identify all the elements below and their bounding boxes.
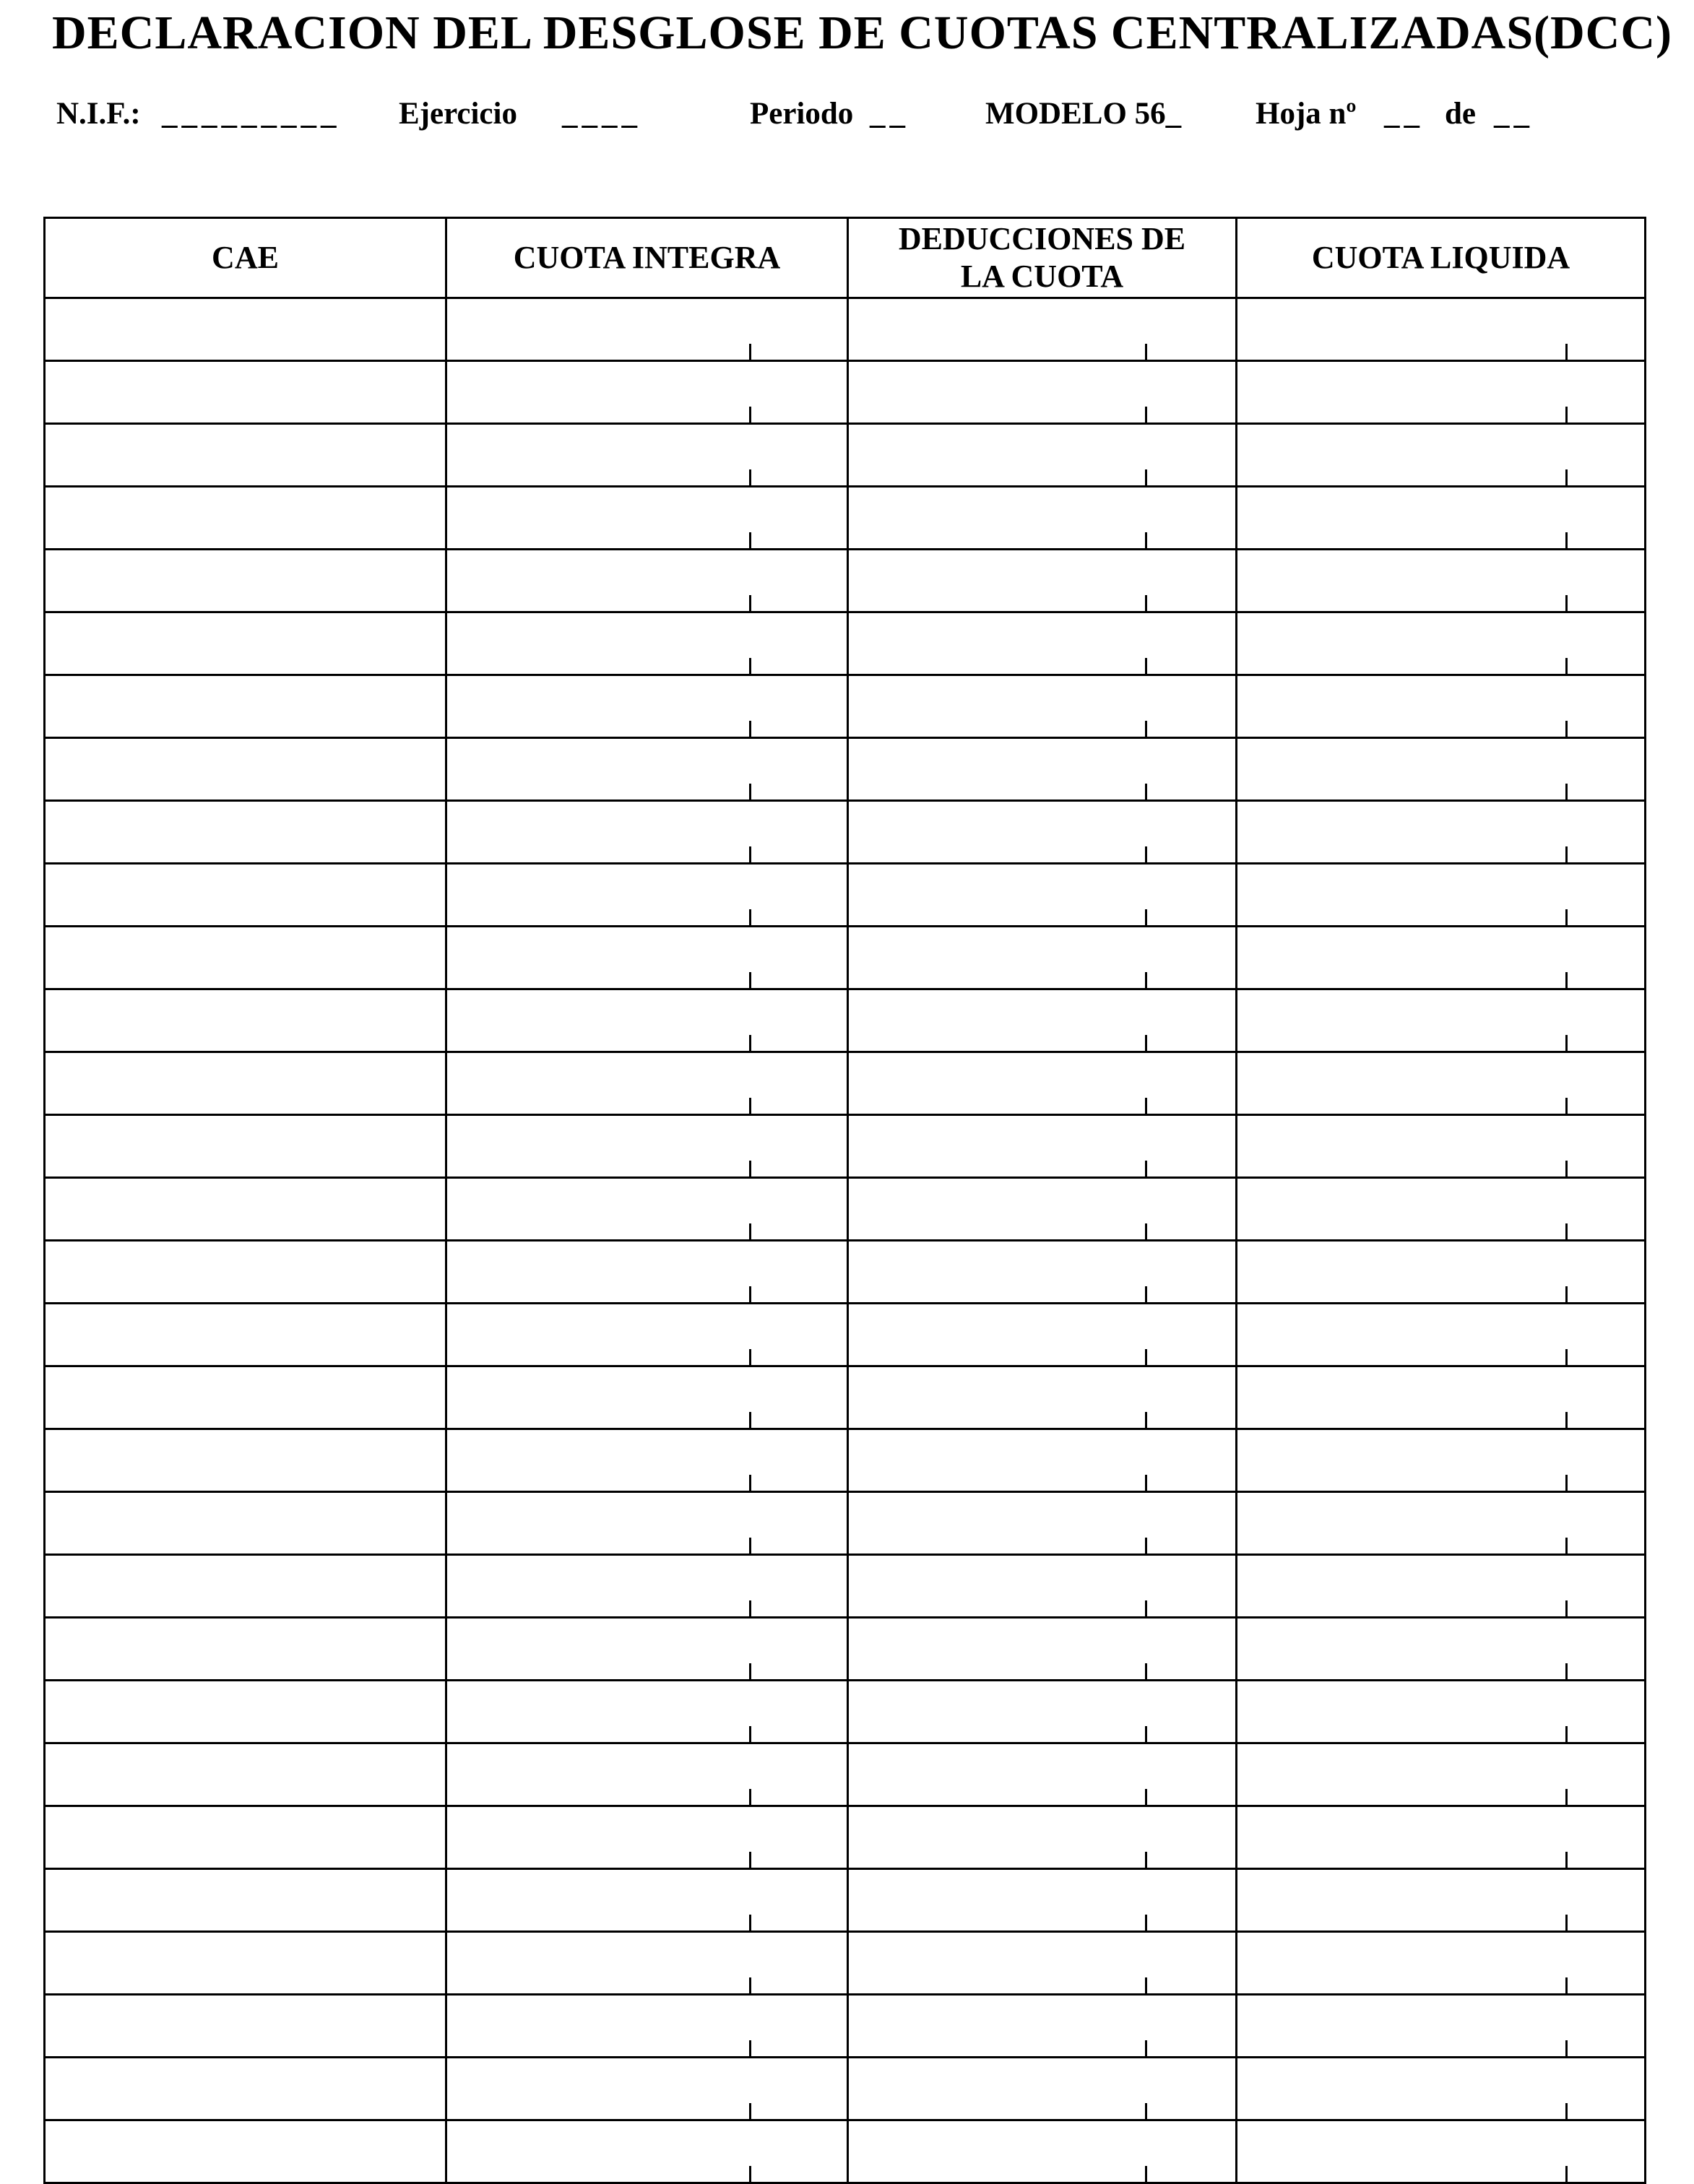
decimal-separator-mark <box>1565 1538 1568 1554</box>
decimal-separator-mark <box>1565 784 1568 800</box>
decimal-separator-mark <box>749 1915 751 1930</box>
decimal-separator-mark <box>749 1852 751 1868</box>
cuota-integra-cell[interactable] <box>446 2058 848 2120</box>
decimal-separator-mark <box>1145 1915 1147 1930</box>
decimal-separator-mark <box>749 1600 751 1616</box>
decimal-separator-mark <box>1145 1852 1147 1868</box>
deducciones-cell[interactable] <box>848 989 1237 1052</box>
decimal-separator-mark <box>749 909 751 925</box>
cae-cell[interactable] <box>45 424 446 487</box>
decimal-separator-mark <box>1145 1726 1147 1742</box>
decimal-separator-mark <box>749 1035 751 1051</box>
decimal-separator-mark <box>749 532 751 548</box>
deducciones-cell[interactable] <box>848 424 1237 487</box>
table-row <box>45 1555 1646 1618</box>
cuota-liquida-cell[interactable] <box>1237 1681 1646 1743</box>
cuota-liquida-cell[interactable] <box>1237 1115 1646 1178</box>
cuota-integra-cell[interactable] <box>446 487 848 550</box>
table-row <box>45 1052 1646 1115</box>
cuota-integra-cell[interactable] <box>446 550 848 612</box>
deducciones-cell[interactable] <box>848 864 1237 927</box>
decimal-separator-mark <box>1145 2040 1147 2056</box>
cae-cell[interactable] <box>45 1115 446 1178</box>
cuota-liquida-cell[interactable] <box>1237 1806 1646 1869</box>
decimal-separator-mark <box>1145 1600 1147 1616</box>
decimal-separator-mark <box>1565 1663 1568 1679</box>
table-row <box>45 864 1646 927</box>
cuota-integra-cell[interactable] <box>446 738 848 801</box>
decimal-separator-mark <box>1565 721 1568 737</box>
cae-cell[interactable] <box>45 1304 446 1366</box>
decimal-separator-mark <box>749 344 751 360</box>
deducciones-cell[interactable] <box>848 801 1237 864</box>
cuota-integra-cell[interactable] <box>446 1429 848 1492</box>
decimal-separator-mark <box>1565 344 1568 360</box>
cuota-integra-cell[interactable] <box>446 1241 848 1304</box>
cuota-integra-cell[interactable] <box>446 1869 848 1932</box>
cuota-integra-cell[interactable] <box>446 298 848 361</box>
nif-field[interactable]: _________ <box>162 97 341 131</box>
cuota-integra-cell[interactable] <box>446 2120 848 2183</box>
cuota-liquida-cell[interactable] <box>1237 424 1646 487</box>
decimal-separator-mark <box>749 658 751 674</box>
cuota-liquida-cell[interactable] <box>1237 989 1646 1052</box>
decimal-separator-mark <box>749 407 751 422</box>
cuota-integra-cell[interactable] <box>446 675 848 738</box>
decimal-separator-mark <box>1565 407 1568 422</box>
cuota-liquida-cell[interactable] <box>1237 738 1646 801</box>
cuota-integra-cell[interactable] <box>446 612 848 675</box>
deducciones-cell[interactable] <box>848 1492 1237 1555</box>
table-row <box>45 675 1646 738</box>
decimal-separator-mark <box>1565 1977 1568 1993</box>
table-row <box>45 550 1646 612</box>
deducciones-cell[interactable] <box>848 1304 1237 1366</box>
deducciones-cell[interactable] <box>848 1681 1237 1743</box>
decimal-separator-mark <box>749 2040 751 2056</box>
decimal-separator-mark <box>1565 658 1568 674</box>
deducciones-cell[interactable] <box>848 1241 1237 1304</box>
deducciones-cell[interactable] <box>848 1366 1237 1429</box>
table-row <box>45 1241 1646 1304</box>
decimal-separator-mark <box>749 1789 751 1805</box>
cuota-integra-cell[interactable] <box>446 1743 848 1806</box>
decimal-separator-mark <box>1145 1098 1147 1114</box>
decimal-separator-mark <box>1565 846 1568 862</box>
decimal-separator-mark <box>1565 1475 1568 1491</box>
cae-cell[interactable] <box>45 927 446 989</box>
decimal-separator-mark <box>1145 909 1147 925</box>
decimal-separator-mark <box>1565 1161 1568 1176</box>
cuota-liquida-cell[interactable] <box>1237 487 1646 550</box>
cae-cell[interactable] <box>45 1995 446 2058</box>
decimal-separator-mark <box>1565 1286 1568 1302</box>
decimal-separator-mark <box>1145 721 1147 737</box>
decimal-separator-mark <box>1565 1915 1568 1930</box>
header-cuota-integra: CUOTA INTEGRA <box>446 218 848 298</box>
decimal-separator-mark <box>1145 1538 1147 1554</box>
ejercicio-label: Ejercicio <box>399 97 517 131</box>
cae-cell[interactable] <box>45 1492 446 1555</box>
deducciones-cell[interactable] <box>848 2058 1237 2120</box>
cuota-integra-cell[interactable] <box>446 1806 848 1869</box>
deducciones-cell[interactable] <box>848 1806 1237 1869</box>
cuota-integra-cell[interactable] <box>446 864 848 927</box>
decimal-separator-mark <box>1145 532 1147 548</box>
cuota-liquida-cell[interactable] <box>1237 1304 1646 1366</box>
table-row <box>45 1178 1646 1241</box>
decimal-separator-mark <box>1145 595 1147 611</box>
table-row <box>45 298 1646 361</box>
deducciones-cell[interactable] <box>848 1115 1237 1178</box>
decimal-separator-mark <box>1145 469 1147 485</box>
cae-cell[interactable] <box>45 1052 446 1115</box>
table-row <box>45 2120 1646 2183</box>
cae-cell[interactable] <box>45 801 446 864</box>
decimal-separator-mark <box>1565 1098 1568 1114</box>
table-row <box>45 1995 1646 2058</box>
decimal-separator-mark <box>1145 1161 1147 1176</box>
cuota-integra-cell[interactable] <box>446 1052 848 1115</box>
decimal-separator-mark <box>1565 2166 1568 2182</box>
cuota-liquida-cell[interactable] <box>1237 1869 1646 1932</box>
table-row <box>45 361 1646 424</box>
decimal-separator-mark <box>749 1161 751 1176</box>
decimal-separator-mark <box>749 2166 751 2182</box>
cuota-integra-cell[interactable] <box>446 1115 848 1178</box>
table-row <box>45 487 1646 550</box>
cuota-liquida-cell[interactable] <box>1237 1743 1646 1806</box>
decimal-separator-mark <box>1565 909 1568 925</box>
decimal-separator-mark <box>1145 1475 1147 1491</box>
cuota-liquida-cell[interactable] <box>1237 1492 1646 1555</box>
decimal-separator-mark <box>749 595 751 611</box>
decimal-separator-mark <box>1145 1977 1147 1993</box>
decimal-separator-mark <box>1565 1035 1568 1051</box>
deducciones-cell[interactable] <box>848 1555 1237 1618</box>
decimal-separator-mark <box>749 2103 751 2119</box>
cuota-integra-cell[interactable] <box>446 1995 848 2058</box>
decimal-separator-mark <box>749 1286 751 1302</box>
cae-cell[interactable] <box>45 1429 446 1492</box>
decimal-separator-mark <box>1565 1349 1568 1365</box>
header-cuota-liquida: CUOTA LIQUIDA <box>1237 218 1646 298</box>
table-row <box>45 1429 1646 1492</box>
table-row <box>45 927 1646 989</box>
cuota-liquida-cell[interactable] <box>1237 1995 1646 2058</box>
table-row <box>45 1115 1646 1178</box>
decimal-separator-mark <box>1565 1852 1568 1868</box>
modelo-label: MODELO 56_ <box>985 97 1182 131</box>
cuota-liquida-cell[interactable] <box>1237 2058 1646 2120</box>
cuota-integra-cell[interactable] <box>446 1555 848 1618</box>
form-title: DECLARACION DEL DESGLOSE DE CUOTAS CENTRALIZADAS(DCC) <box>52 6 1672 59</box>
cae-cell[interactable] <box>45 1743 446 1806</box>
cuota-liquida-cell[interactable] <box>1237 1429 1646 1492</box>
table-row <box>45 1743 1646 1806</box>
cae-cell[interactable] <box>45 864 446 927</box>
cae-cell[interactable] <box>45 1681 446 1743</box>
cae-cell[interactable] <box>45 1806 446 1869</box>
table-row <box>45 801 1646 864</box>
cuota-liquida-cell[interactable] <box>1237 675 1646 738</box>
deducciones-cell[interactable] <box>848 927 1237 989</box>
cuota-liquida-cell[interactable] <box>1237 2120 1646 2183</box>
deducciones-cell[interactable] <box>848 675 1237 738</box>
decimal-separator-mark <box>749 846 751 862</box>
decimal-separator-mark <box>1565 2040 1568 2056</box>
decimal-separator-mark <box>749 1663 751 1679</box>
deducciones-cell[interactable] <box>848 1178 1237 1241</box>
decimal-separator-mark <box>749 1475 751 1491</box>
cae-cell[interactable] <box>45 1366 446 1429</box>
de-label: de <box>1445 97 1476 131</box>
cae-cell[interactable] <box>45 675 446 738</box>
deducciones-cell[interactable] <box>848 1429 1237 1492</box>
table-row <box>45 612 1646 675</box>
decimal-separator-mark <box>1145 1286 1147 1302</box>
cae-cell[interactable] <box>45 1178 446 1241</box>
table-row <box>45 1618 1646 1681</box>
deducciones-cell[interactable] <box>848 550 1237 612</box>
cuotas-table <box>43 217 1646 2184</box>
deducciones-cell[interactable] <box>848 1618 1237 1681</box>
decimal-separator-mark <box>1145 1223 1147 1239</box>
table-row <box>45 1932 1646 1995</box>
table-row <box>45 1304 1646 1366</box>
table-body <box>45 298 1646 2183</box>
decimal-separator-mark <box>1565 469 1568 485</box>
decimal-separator-mark <box>1145 1035 1147 1051</box>
cuota-integra-cell[interactable] <box>446 801 848 864</box>
decimal-separator-mark <box>749 1977 751 1993</box>
cae-cell[interactable] <box>45 487 446 550</box>
table-row <box>45 1869 1646 1932</box>
header-cae: CAE <box>45 218 446 298</box>
decimal-separator-mark <box>1145 658 1147 674</box>
decimal-separator-mark <box>1565 1223 1568 1239</box>
cae-cell[interactable] <box>45 1869 446 1932</box>
hoja-field[interactable]: __ <box>1384 97 1424 131</box>
cae-cell[interactable] <box>45 2120 446 2183</box>
decimal-separator-mark <box>1145 1663 1147 1679</box>
cuota-liquida-cell[interactable] <box>1237 1555 1646 1618</box>
cuota-liquida-cell[interactable] <box>1237 801 1646 864</box>
decimal-separator-mark <box>749 1223 751 1239</box>
decimal-separator-mark <box>749 1098 751 1114</box>
table-row <box>45 1806 1646 1869</box>
cae-cell[interactable] <box>45 2058 446 2120</box>
decimal-separator-mark <box>1145 344 1147 360</box>
cuota-liquida-cell[interactable] <box>1237 361 1646 424</box>
decimal-separator-mark <box>1145 784 1147 800</box>
decimal-separator-mark <box>749 972 751 988</box>
deducciones-cell[interactable] <box>848 1932 1237 1995</box>
decimal-separator-mark <box>749 469 751 485</box>
cuota-liquida-cell[interactable] <box>1237 1932 1646 1995</box>
de-field[interactable]: __ <box>1494 97 1534 131</box>
cuota-integra-cell[interactable] <box>446 1492 848 1555</box>
cuota-integra-cell[interactable] <box>446 361 848 424</box>
decimal-separator-mark <box>1565 972 1568 988</box>
deducciones-cell[interactable] <box>848 361 1237 424</box>
decimal-separator-mark <box>1565 1600 1568 1616</box>
cuota-liquida-cell[interactable] <box>1237 1366 1646 1429</box>
decimal-separator-mark <box>749 1726 751 1742</box>
cuota-integra-cell[interactable] <box>446 1932 848 1995</box>
table-header-row <box>45 218 1646 298</box>
decimal-separator-mark <box>749 784 751 800</box>
decimal-separator-mark <box>1145 407 1147 422</box>
deducciones-cell[interactable] <box>848 738 1237 801</box>
cae-cell[interactable] <box>45 1932 446 1995</box>
decimal-separator-mark <box>749 721 751 737</box>
cuota-integra-cell[interactable] <box>446 1681 848 1743</box>
decimal-separator-mark <box>1145 2166 1147 2182</box>
cuota-liquida-cell[interactable] <box>1237 612 1646 675</box>
deducciones-cell[interactable] <box>848 1995 1237 2058</box>
ejercicio-field[interactable]: ____ <box>562 97 641 131</box>
table-row <box>45 1366 1646 1429</box>
decimal-separator-mark <box>1565 1726 1568 1742</box>
periodo-field[interactable]: __ <box>870 97 909 131</box>
decimal-separator-mark <box>1565 1412 1568 1428</box>
header-deducciones-cuota: DEDUCCIONES DE LA CUOTA <box>848 218 1237 298</box>
cae-cell[interactable] <box>45 1618 446 1681</box>
decimal-separator-mark <box>749 1412 751 1428</box>
deducciones-cell[interactable] <box>848 1869 1237 1932</box>
deducciones-cell[interactable] <box>848 1743 1237 1806</box>
cae-cell[interactable] <box>45 361 446 424</box>
cuota-liquida-cell[interactable] <box>1237 864 1646 927</box>
cae-cell[interactable] <box>45 550 446 612</box>
nif-label: N.I.F.: <box>56 97 141 131</box>
deducciones-cell[interactable] <box>848 612 1237 675</box>
cuota-integra-cell[interactable] <box>446 927 848 989</box>
cae-cell[interactable] <box>45 989 446 1052</box>
cae-cell[interactable] <box>45 1555 446 1618</box>
decimal-separator-mark <box>1145 846 1147 862</box>
table-row <box>45 989 1646 1052</box>
decimal-separator-mark <box>1145 972 1147 988</box>
cuota-liquida-cell[interactable] <box>1237 927 1646 989</box>
decimal-separator-mark <box>1565 595 1568 611</box>
cuota-integra-cell[interactable] <box>446 1304 848 1366</box>
periodo-label: Periodo <box>750 97 854 131</box>
cuota-liquida-cell[interactable] <box>1237 298 1646 361</box>
cuota-integra-cell[interactable] <box>446 424 848 487</box>
header-fields <box>56 92 1646 136</box>
table-row <box>45 424 1646 487</box>
cae-cell[interactable] <box>45 1241 446 1304</box>
cuota-integra-cell[interactable] <box>446 1618 848 1681</box>
decimal-separator-mark <box>1145 1789 1147 1805</box>
cuota-integra-cell[interactable] <box>446 1178 848 1241</box>
decimal-separator-mark <box>1565 2103 1568 2119</box>
table-row <box>45 1681 1646 1743</box>
deducciones-cell[interactable] <box>848 298 1237 361</box>
cuota-integra-cell[interactable] <box>446 1366 848 1429</box>
decimal-separator-mark <box>749 1538 751 1554</box>
cuota-liquida-cell[interactable] <box>1237 1178 1646 1241</box>
cuota-liquida-cell[interactable] <box>1237 1618 1646 1681</box>
cae-cell[interactable] <box>45 298 446 361</box>
cuota-liquida-cell[interactable] <box>1237 1052 1646 1115</box>
cae-cell[interactable] <box>45 738 446 801</box>
cuota-integra-cell[interactable] <box>446 989 848 1052</box>
decimal-separator-mark <box>1565 532 1568 548</box>
hoja-label: Hoja nº <box>1256 97 1357 131</box>
deducciones-cell[interactable] <box>848 487 1237 550</box>
deducciones-cell[interactable] <box>848 1052 1237 1115</box>
cuota-liquida-cell[interactable] <box>1237 550 1646 612</box>
deducciones-cell[interactable] <box>848 2120 1237 2183</box>
cae-cell[interactable] <box>45 612 446 675</box>
table-row <box>45 2058 1646 2120</box>
table-row <box>45 1492 1646 1555</box>
decimal-separator-mark <box>1145 2103 1147 2119</box>
decimal-separator-mark <box>1145 1349 1147 1365</box>
decimal-separator-mark <box>1565 1789 1568 1805</box>
decimal-separator-mark <box>1145 1412 1147 1428</box>
table-row <box>45 738 1646 801</box>
decimal-separator-mark <box>749 1349 751 1365</box>
cuota-liquida-cell[interactable] <box>1237 1241 1646 1304</box>
